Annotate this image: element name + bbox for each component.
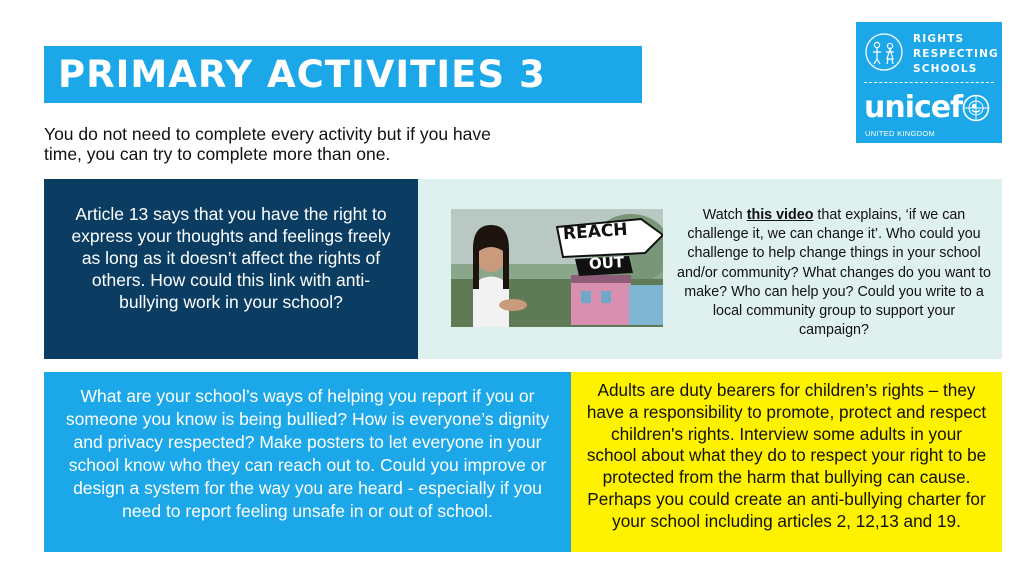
unicef-globe-icon [962, 94, 990, 122]
unicef-wordmark: unicef [864, 90, 963, 125]
article-13-panel [44, 179, 418, 359]
duty-bearers-text: Adults are duty bearers for children’s rights – they have a responsibility to promote, protect and respect children's rights. Interview some adults in your school about what they do to respect your right to be protected from the harm that bullying can cause. Perhaps you could create an anti-bullying charter for your school including articles 2, 12,13 and 19. [586, 380, 987, 531]
children-globe-icon [864, 32, 904, 72]
video-activity-panel [418, 179, 1002, 359]
reporting-activity-panel [44, 372, 571, 552]
sign-text-reach: REACH [562, 219, 629, 245]
reporting-activity-text: What are your school’s ways of helping you report if you or someone you know is being bullied? How is everyone’s dignity and privacy respected? Make posters to let everyone in your school know who they can reach out to. Could you improve or design a system for the way you are heard - especially if you need to report feeling unsafe in or out of school. [65, 386, 550, 521]
article-13-text: Article 13 says that you have the right to express your thoughts and feelings freely as long as it doesn’t affect the rights of others. How could this link with anti-bullying work in your school? [71, 204, 391, 312]
rrs-wordmark: RIGHTS RESPECTING SCHOOLS [913, 33, 999, 75]
title-banner [44, 46, 642, 103]
video-activity-text: Watch this video that explains, ‘if we can challenge it, we can change it’. Who could you challenge to help change things in your school and/or community? What changes do you want to make? Who can help you? Could you write to a local community group to support your campaign? [677, 207, 991, 339]
intro-text: You do not need to complete every activity but if you have time, you can try to complete more than one. [44, 124, 491, 164]
duty-bearers-panel [571, 372, 1002, 552]
country-label: UNITED KINGDOM [865, 129, 936, 138]
thumbnail-illustration [451, 209, 663, 327]
reach-out-video-thumbnail[interactable] [451, 209, 663, 327]
logo-divider [864, 82, 994, 83]
sign-text-out: OUT [588, 253, 625, 273]
rrs-unicef-logo [856, 22, 1002, 143]
page-title: PRIMARY ACTIVITIES 3 [58, 53, 546, 96]
video-link[interactable]: this video [746, 207, 814, 223]
